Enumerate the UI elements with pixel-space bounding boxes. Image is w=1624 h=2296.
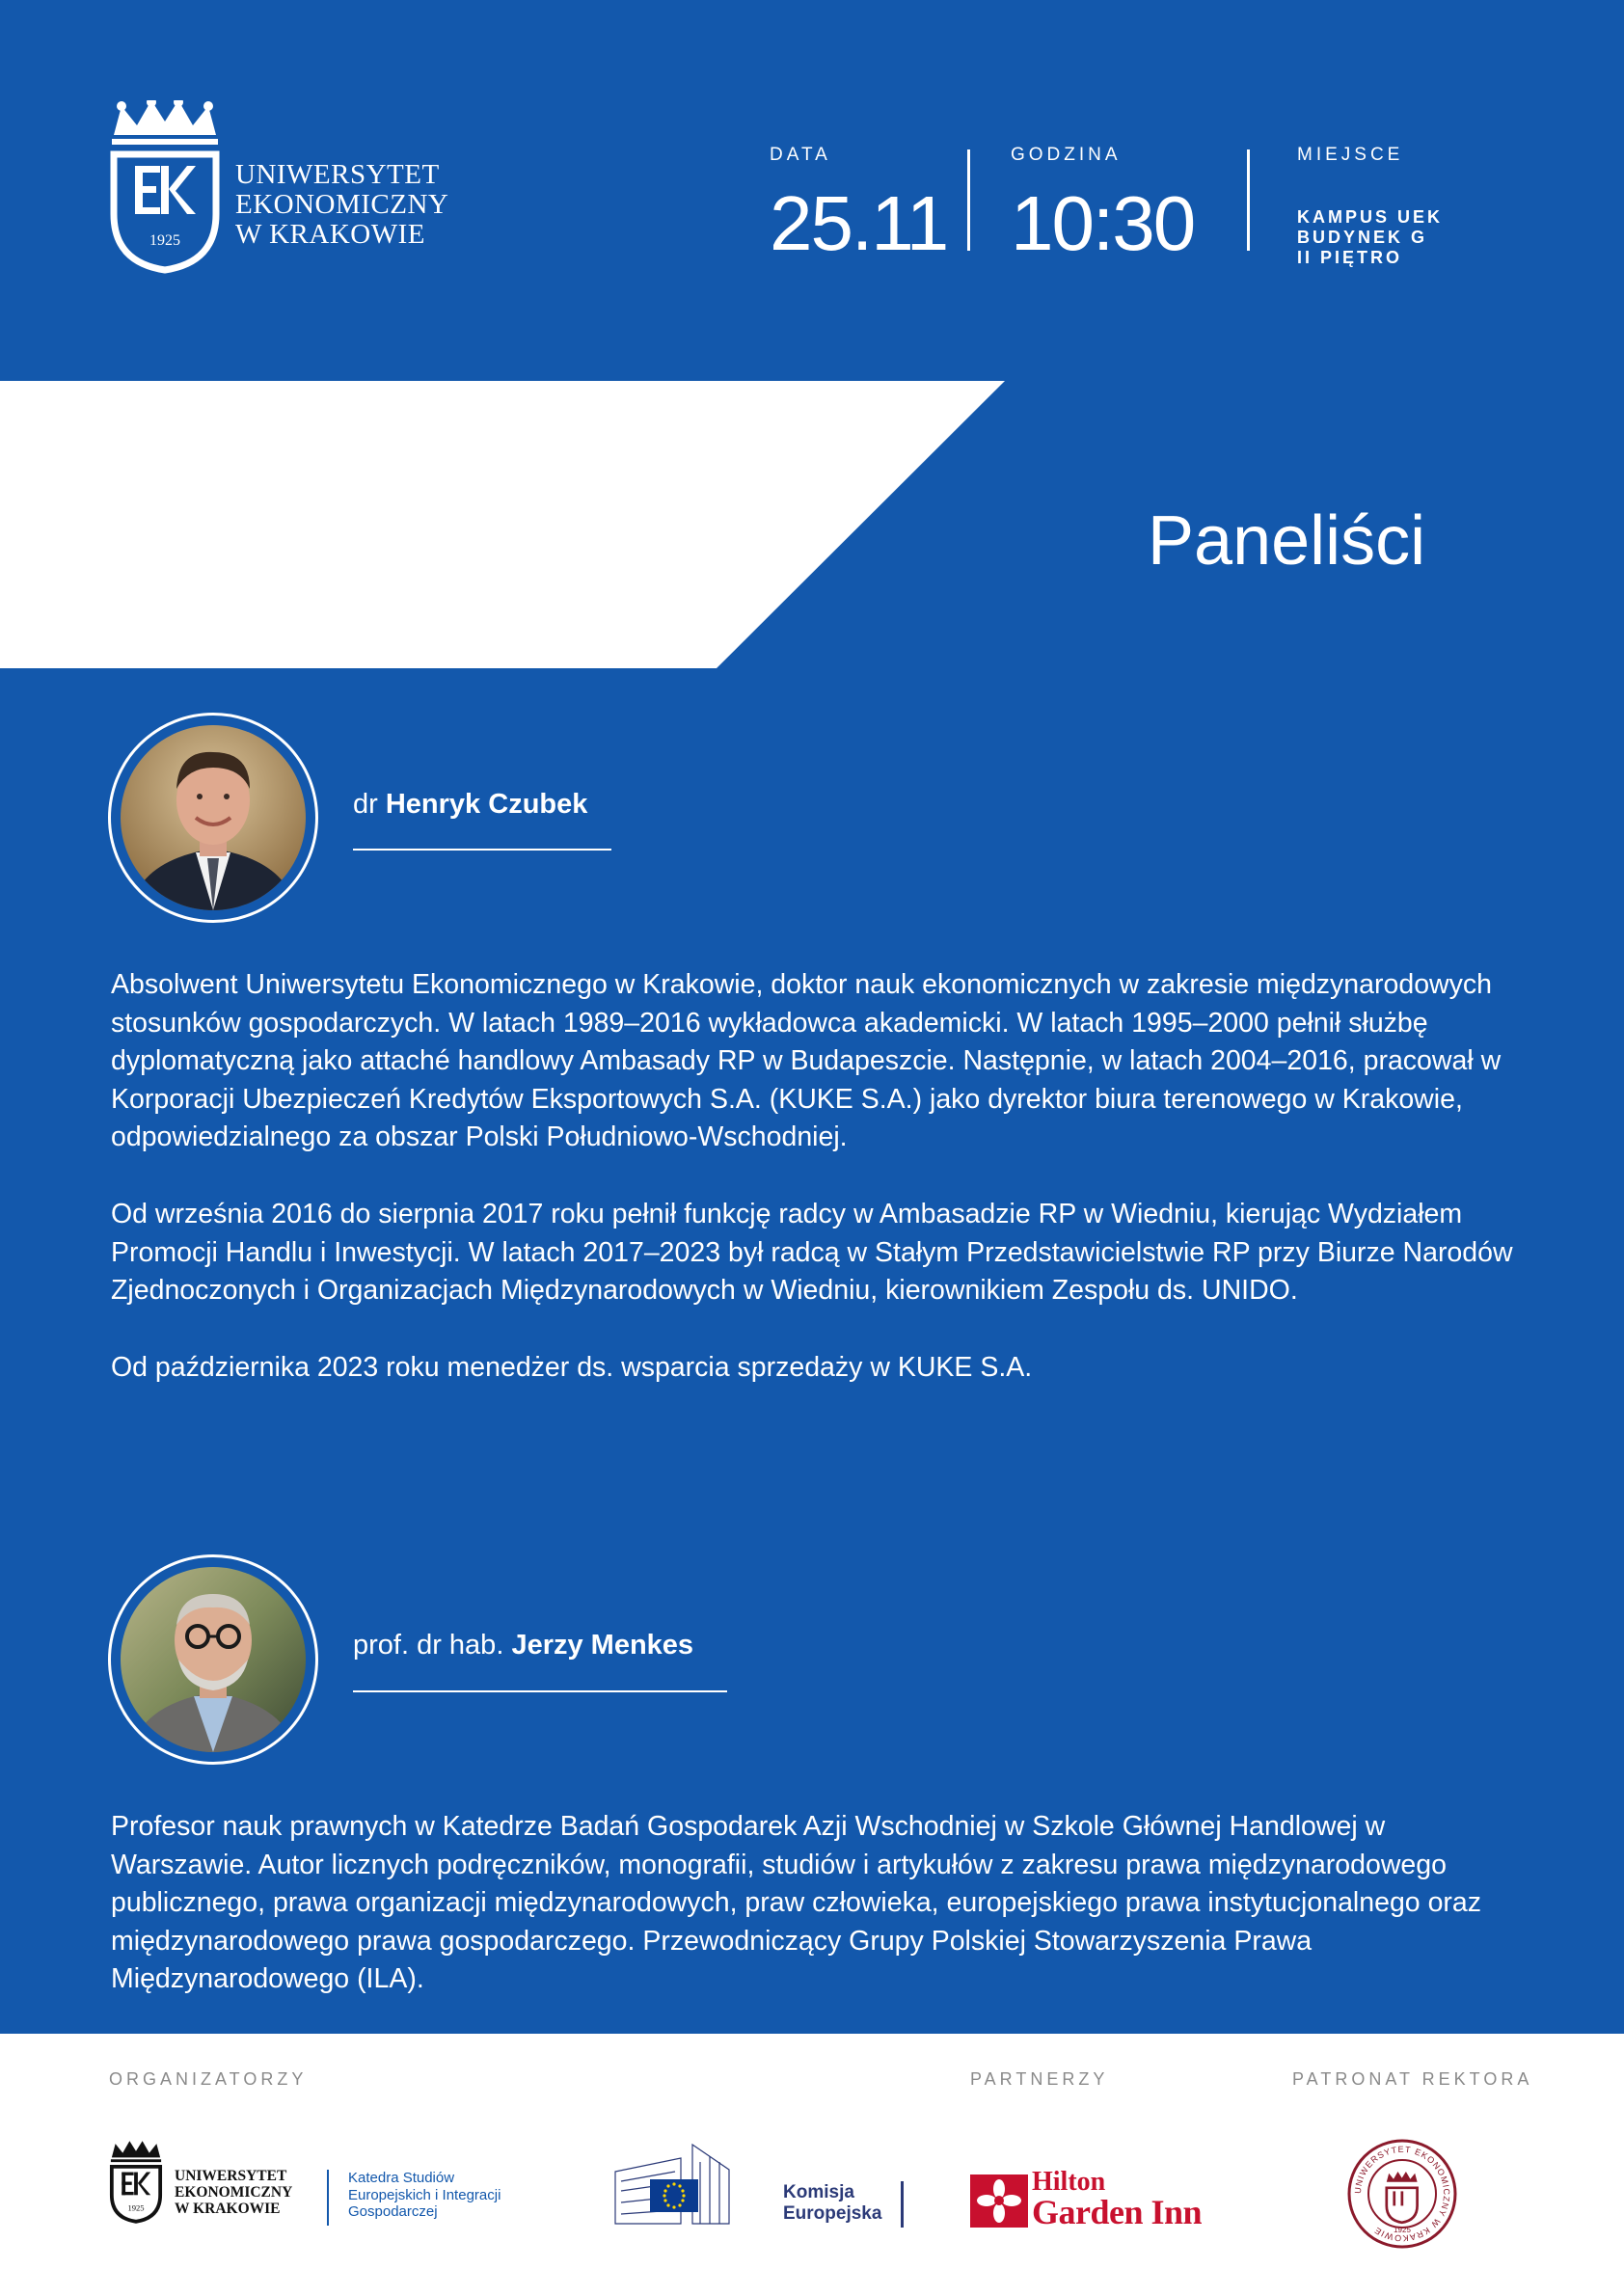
panelist-fullname: Henryk Czubek (385, 789, 588, 820)
panelist-name (353, 1630, 693, 1661)
panelist-title: prof. dr hab. (353, 1630, 504, 1661)
time-value: 10:30 (1011, 180, 1195, 266)
bio-paragraph: Od września 2016 do sierpnia 2017 roku pełnił funkcję radcy w Ambasadzie RP w Wiedniu, kierując Wydziałem Promocji Handlu i Inwestycji. W latach 2017–2023 był radcą w Stałym Przedstawicielstwie RP przy Biurze Narodów Zjednoczonych i Organizacjach Międzynarodowych w Wiedniu, kierownikiem Zespołu ds. UNIDO. (111, 1198, 1513, 1307)
panelist-name (353, 789, 587, 821)
university-name-line-1: UNIWERSYTET (235, 159, 440, 190)
name-underline (353, 849, 611, 851)
time-block (1011, 145, 1195, 266)
katedra-line: Europejskich i Integracji (348, 2186, 501, 2203)
place-line: BUDYNEK G (1297, 228, 1428, 247)
panelist-bio (111, 966, 1529, 1425)
hilton-flower-icon (970, 2174, 1028, 2228)
name-underline (353, 1690, 727, 1692)
place-block (1297, 145, 1443, 268)
date-block (770, 145, 948, 266)
section-title: Paneliści (1148, 502, 1426, 580)
ec-divider (901, 2181, 904, 2228)
place-line: KAMPUS UEK (1297, 207, 1444, 227)
portrait-image (121, 1567, 306, 1752)
place-value (1297, 207, 1443, 268)
partners-label: PARTNERZY (970, 2069, 1109, 2089)
uek-footer-crest-logo (109, 2141, 163, 2224)
ec-line: Europejska (783, 2203, 882, 2224)
date-label: DATA (770, 145, 831, 165)
svg-text:1925: 1925 (127, 2202, 145, 2213)
divider (967, 149, 970, 251)
university-name-line-2: EKONOMICZNY (235, 189, 449, 220)
avatar-jerzy-menkes (108, 1554, 318, 1765)
hilton-garden-inn-logo (1032, 2167, 1203, 2231)
katedra-line: Gospodarczej (348, 2203, 438, 2220)
avatar-henryk-czubek (108, 713, 318, 923)
bio-paragraph: Absolwent Uniwersytetu Ekonomicznego w Krakowie, doktor nauk ekonomicznych w zakresie międzynarodowych stosunków gospodarczych. W latach 1989–2016 wykładowca akademicki. W latach 1995–2000 pełnił służbę dyplomatyczną jako attaché handlowy Ambasady RP w Budapeszcie. Następnie, w latach 2004–2016, pracował w Korporacji Ubezpieczeń Kredytów Eksportowych S.A. (KUKE S.A.) jako dyrektor biura terenowego w Krakowie, odpowiedzialnego za obszar Polski Południowo-Wschodniej. (111, 969, 1502, 1153)
place-label: MIEJSCE (1297, 145, 1404, 165)
portrait-photo (121, 1567, 306, 1752)
katedra-line: Katedra Studiów (348, 2170, 455, 2186)
hilton-line-1: Hilton (1032, 2167, 1106, 2197)
date-value: 25.11 (770, 180, 948, 266)
rector-seal-logo (1347, 2139, 1457, 2249)
portrait-photo (121, 725, 306, 910)
panelist-title: dr (353, 789, 378, 820)
hilton-line-2: Garden Inn (1032, 2193, 1203, 2231)
place-line: II PIĘTRO (1297, 248, 1403, 267)
bio-paragraph: Od października 2023 roku menedżer ds. wsparcia sprzedaży w KUKE S.A. (111, 1351, 1033, 1383)
portrait-image (121, 725, 306, 910)
white-banner-shape (0, 381, 1008, 670)
katedra-text (348, 2170, 501, 2221)
european-commission-logo (613, 2143, 768, 2229)
time-label: GODZINA (1011, 145, 1122, 165)
patronage-label: PATRONAT REKTORA (1292, 2069, 1533, 2089)
svg-text:1925: 1925 (1394, 2226, 1411, 2234)
crest-year: 1925 (149, 232, 180, 249)
bio-paragraph: Profesor nauk prawnych w Katedrze Badań Gospodarek Azji Wschodniej w Szkole Głównej Handlowej w Warszawie. Autor licznych podręczników, monografii, studiów i artykułów z zakresu prawa międzynarodowego publicznego, prawa organizacji międzynarodowych, praw człowieka, europejskiego prawa instytucjonalnego oraz międzynarodowego prawa gospodarczego. Przewodniczący Grupy Polskiej Stowarzyszenia Prawa Międzynarodowego (ILA). (111, 1811, 1482, 1995)
uek-footer-name (175, 2168, 292, 2217)
svg-text:UNIWERSYTET EKONOMICZNY W KRAK: UNIWERSYTET EKONOMICZNY W KRAKOWIE (1352, 2144, 1452, 2244)
uek-footer-line: UNIWERSYTET (175, 2168, 287, 2184)
panelist-bio (111, 1808, 1529, 2038)
panelist-fullname: Jerzy Menkes (511, 1630, 694, 1661)
ec-line: Komisja (783, 2182, 854, 2202)
uek-footer-line: EKONOMICZNY (175, 2184, 293, 2201)
university-name (235, 160, 448, 250)
uek-footer-line: W KRAKOWIE (175, 2201, 281, 2217)
university-name-line-3: W KRAKOWIE (235, 219, 425, 250)
divider (1247, 149, 1250, 251)
organizers-label: ORGANIZATORZY (109, 2069, 308, 2089)
footer-divider (327, 2170, 329, 2226)
ec-text (783, 2182, 881, 2225)
uek-crest-logo (108, 100, 222, 274)
